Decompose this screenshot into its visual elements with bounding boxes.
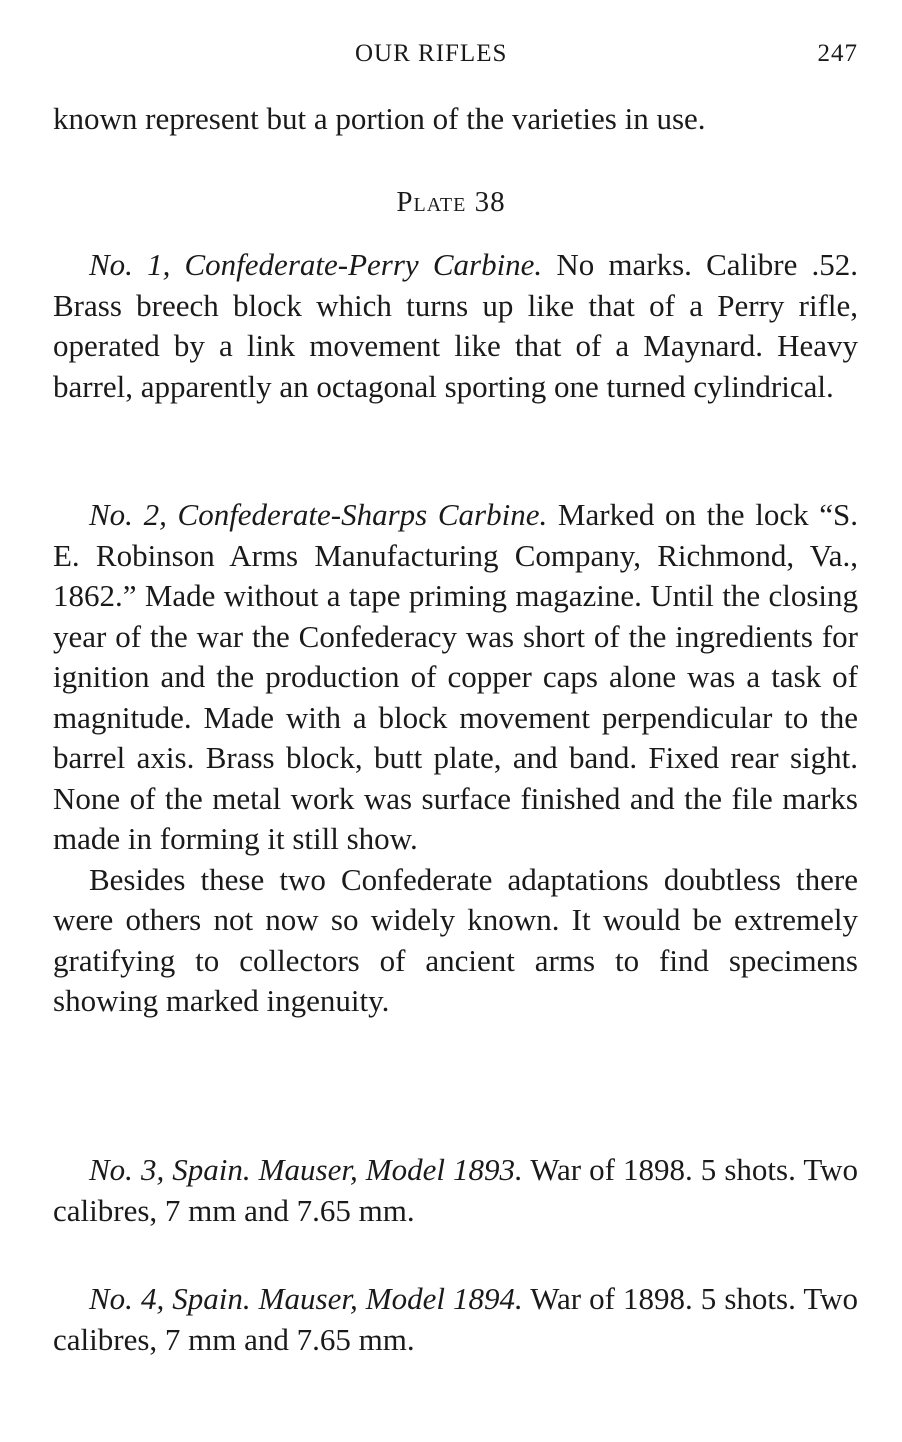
entry-2 <box>53 495 858 1022</box>
entry-label: No. 4, Spain. Mauser, Model 1894. <box>89 1281 523 1316</box>
running-title: OUR RIFLES <box>355 40 508 67</box>
entry-1 <box>53 245 858 407</box>
besides-paragraph: Besides these two Confederate adaptations doubtless there were others not now so widely known. It would be extremely gratifying to collectors of ancient arms to find specimens showing marked ingenuity. <box>53 861 858 1018</box>
entry-label: No. 3, Spain. Mauser, Model 1893. <box>89 1152 523 1187</box>
entry-text: War of 1898. 5 shots. Two calibres, 7 mm and 7.65 mm. <box>53 1152 858 1228</box>
plate-word: Plate <box>396 186 467 218</box>
entry-text: War of 1898. 5 shots. Two calibres, 7 mm and 7.65 mm. <box>53 1281 858 1357</box>
entry-text: No marks. Calibre .52. Brass breech block which turns up like that of a Perry rifle, operated by a link movement like that of a Maynard. Heavy barrel, apparently an octagonal sporting one turned cylindrical. <box>53 247 858 404</box>
entry-3 <box>53 1150 858 1231</box>
entry-text: Marked on the lock “S. E. Robinson Arms Manufacturing Company, Richmond, Va., 1862.” Made without a tape priming magazine. Until the closing year of the war the Confederacy was short of the ingredients for ignition and the production of copper caps alone was a task of magnitude. Made with a block movement perpendicular to the barrel axis. Brass block, butt plate, and band. Fixed rear sight. None of the metal work was surface finished and the file marks made in forming it still show. <box>53 497 858 856</box>
intro-text: known represent but a portion of the varieties in use. <box>53 101 706 136</box>
page-number: 247 <box>817 40 858 67</box>
intro-paragraph <box>53 99 858 140</box>
entry-4 <box>53 1279 858 1360</box>
plate-number: 38 <box>474 186 506 218</box>
plate-heading <box>0 186 902 219</box>
entry-label: No. 2, Confederate-Sharps Carbine. <box>89 497 548 532</box>
entry-label: No. 1, Confederate-Perry Carbine. <box>89 247 543 282</box>
running-header <box>0 40 902 80</box>
